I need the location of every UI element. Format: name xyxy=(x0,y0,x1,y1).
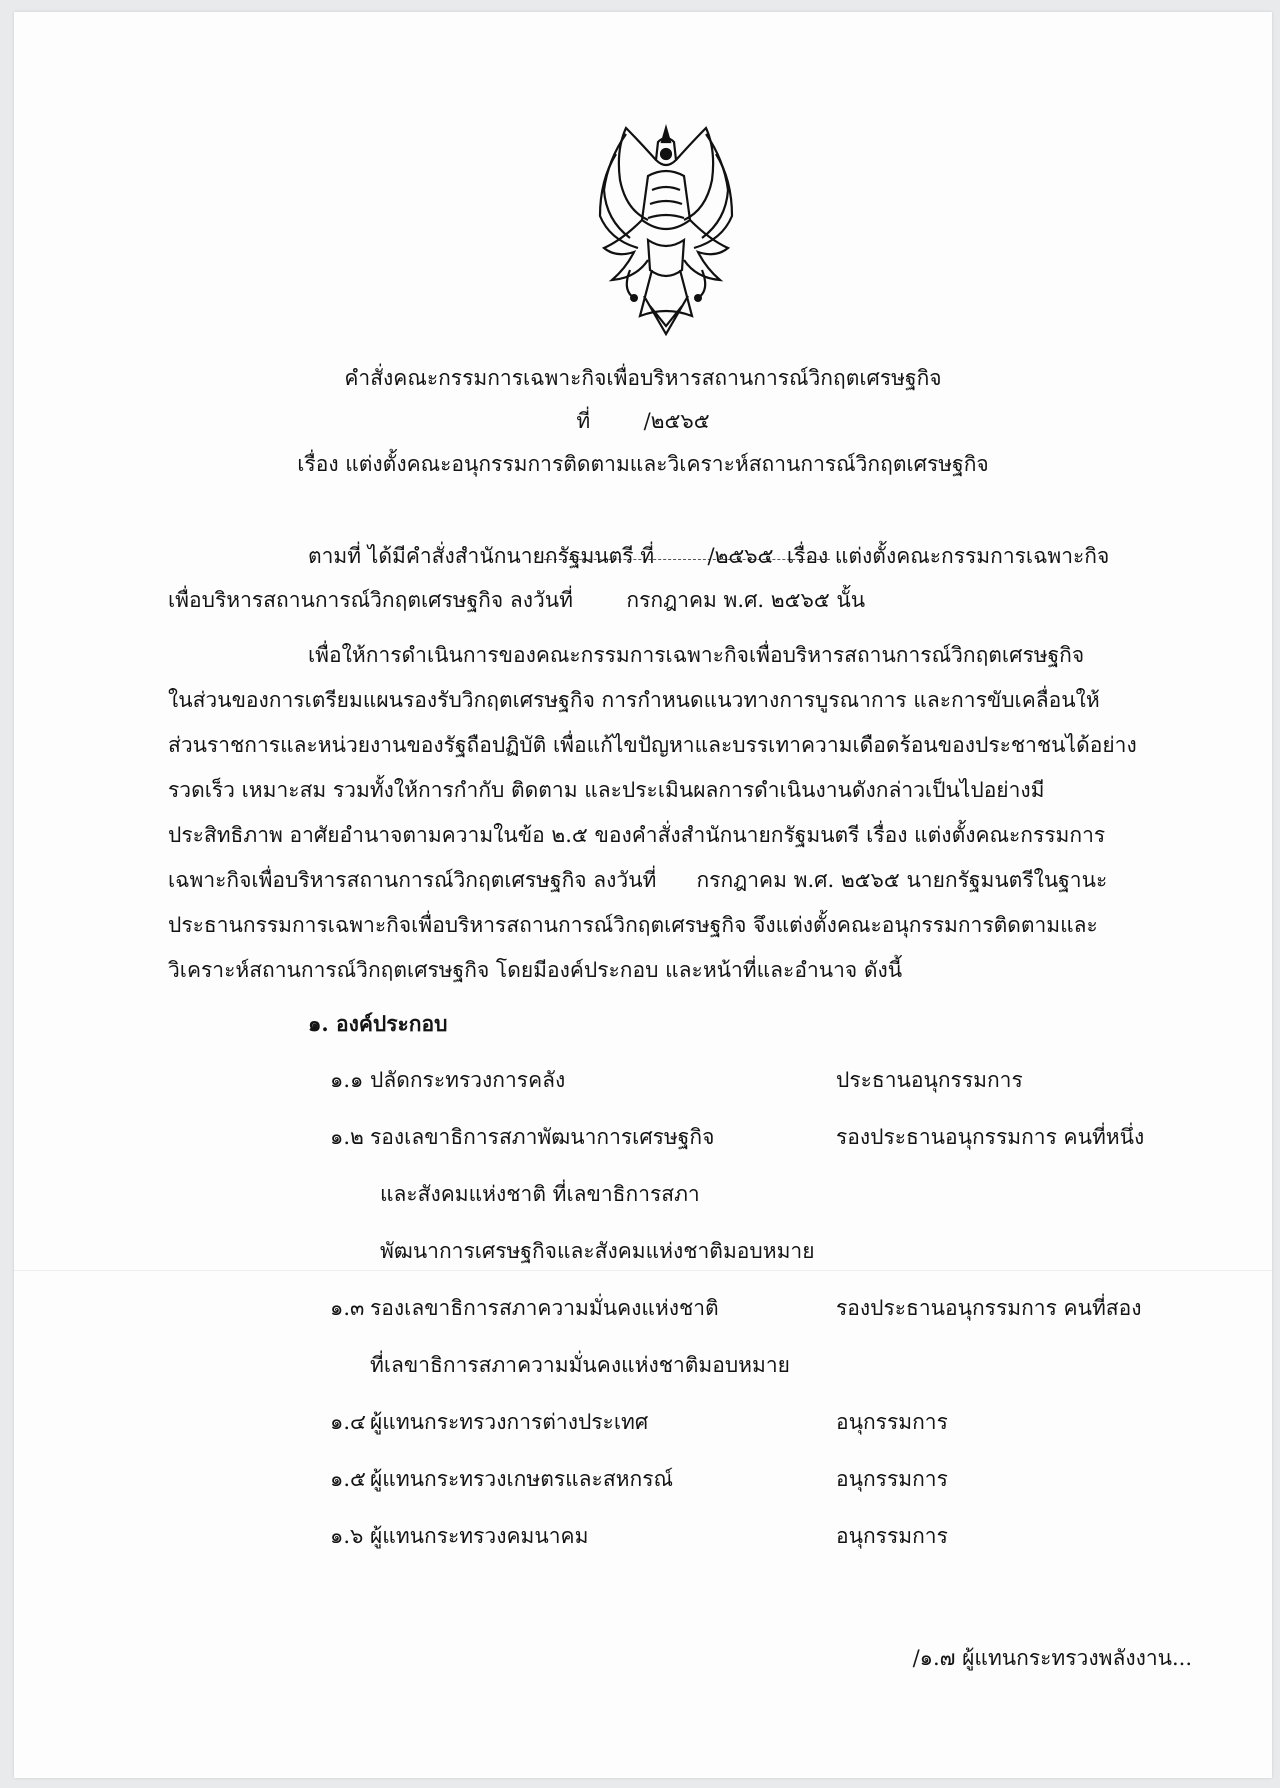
continuation-note: /๑.๗ ผู้แทนกระทรวงพลังงาน... xyxy=(912,1646,1192,1670)
member-name-continued: พัฒนาการเศรษฐกิจและสังคมแห่งชาติมอบหมาย xyxy=(380,1239,815,1263)
member-number: ๑.๖ xyxy=(330,1524,364,1548)
para2-line6: เฉพาะกิจเพื่อบริหารสถานการณ์วิกฤตเศรษฐกิจ ลงวันที่ กรกฎาคม พ.ศ. ๒๕๖๕ นายกรัฐมนตรีในฐานะ xyxy=(168,868,1108,892)
member-role: ประธานอนุกรรมการ xyxy=(836,1068,1023,1092)
member-name: ผู้แทนกระทรวงเกษตรและสหกรณ์ xyxy=(370,1467,673,1491)
member-name-continued: ที่เลขาธิการสภาความมั่นคงแห่งชาติมอบหมาย xyxy=(370,1353,790,1377)
member-name: ผู้แทนกระทรวงคมนาคม xyxy=(370,1524,589,1548)
member-name: รองเลขาธิการสภาพัฒนาการเศรษฐกิจ xyxy=(370,1125,715,1149)
fold-crease xyxy=(14,1270,1272,1271)
para2-line4: รวดเร็ว เหมาะสม รวมทั้งให้การกำกับ ติดตาม และประเมินผลการดำเนินงานดังกล่าวเป็นไปอย่างมี xyxy=(168,778,1045,802)
member-name: ผู้แทนกระทรวงการต่างประเทศ xyxy=(370,1410,649,1434)
para2-line2: ในส่วนของการเตรียมแผนรองรับวิกฤตเศรษฐกิจ การกำหนดแนวทางการบูรณาการ และการขับเคลื่อนให้ xyxy=(168,688,1100,712)
document-page xyxy=(14,12,1272,1778)
para2-line3: ส่วนราชการและหน่วยงานของรัฐถือปฏิบัติ เพื่อแก้ไขปัญหาและบรรเทาความเดือดร้อนของประชาชนได้อย่าง xyxy=(168,733,1137,757)
member-role: อนุกรรมการ xyxy=(836,1410,948,1434)
order-number: ที่ /๒๕๖๕ xyxy=(576,409,710,433)
garuda-emblem-icon xyxy=(586,120,746,340)
para2-line5: ประสิทธิภาพ อาศัยอำนาจตามความในข้อ ๒.๕ ของคำสั่งสำนักนายกรัฐมนตรี เรื่อง แต่งตั้งคณะกรรมการ xyxy=(168,823,1106,847)
member-role: รองประธานอนุกรรมการ คนที่หนึ่ง xyxy=(836,1125,1145,1149)
member-number: ๑.๑ xyxy=(330,1068,364,1092)
para2-line8: วิเคราะห์สถานการณ์วิกฤตเศรษฐกิจ โดยมีองค์ประกอบ และหน้าที่และอำนาจ ดังนี้ xyxy=(168,958,903,982)
member-name-continued: และสังคมแห่งชาติ ที่เลขาธิการสภา xyxy=(380,1182,700,1206)
member-name: รองเลขาธิการสภาความมั่นคงแห่งชาติ xyxy=(370,1296,719,1320)
member-role: รองประธานอนุกรรมการ คนที่สอง xyxy=(836,1296,1142,1320)
member-number: ๑.๔ xyxy=(330,1410,366,1434)
para1-line1: ตามที่ ได้มีคำสั่งสำนักนายกรัฐมนตรี ที่ /๒๕๖๕ เรื่อง แต่งตั้งคณะกรรมการเฉพาะกิจ xyxy=(308,544,1110,568)
para1-line2: เพื่อบริหารสถานการณ์วิกฤตเศรษฐกิจ ลงวันที่ กรกฎาคม พ.ศ. ๒๕๖๕ นั้น xyxy=(168,588,866,612)
member-number: ๑.๓ xyxy=(330,1296,365,1320)
para2-line1: เพื่อให้การดำเนินการของคณะกรรมการเฉพาะกิจเพื่อบริหารสถานการณ์วิกฤตเศรษฐกิจ xyxy=(308,643,1085,667)
member-role: อนุกรรมการ xyxy=(836,1467,948,1491)
order-subject: เรื่อง แต่งตั้งคณะอนุกรรมการติดตามและวิเคราะห์สถานการณ์วิกฤตเศรษฐกิจ xyxy=(297,452,989,476)
para2-line7: ประธานกรรมการเฉพาะกิจเพื่อบริหารสถานการณ์วิกฤตเศรษฐกิจ จึงแต่งตั้งคณะอนุกรรมการติดตามและ xyxy=(168,913,1098,937)
order-title: คำสั่งคณะกรรมการเฉพาะกิจเพื่อบริหารสถานการณ์วิกฤตเศรษฐกิจ xyxy=(344,366,942,390)
section-heading: ๑. องค์ประกอบ xyxy=(308,1011,448,1036)
member-number: ๑.๒ xyxy=(330,1125,364,1149)
member-role: อนุกรรมการ xyxy=(836,1524,948,1548)
member-number: ๑.๕ xyxy=(330,1467,366,1491)
member-name: ปลัดกระทรวงการคลัง xyxy=(370,1068,566,1092)
